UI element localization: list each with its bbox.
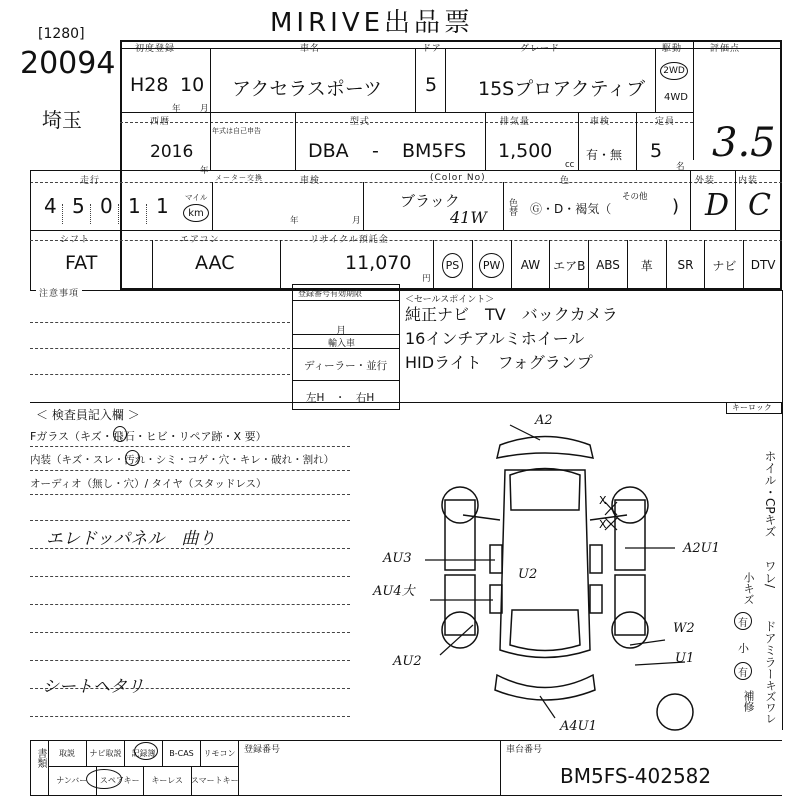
grade-label: グレード <box>520 44 561 54</box>
car-name-label: 車名 <box>300 44 321 54</box>
handle-side: 左H ・ 右H <box>306 392 375 404</box>
shift: FAT <box>65 252 98 274</box>
grade: 15Sプロアクティブ <box>478 78 646 100</box>
ac: AAC <box>195 252 235 274</box>
lot-code: [1280] <box>38 26 85 42</box>
dealer-parallel: ディーラー・並行 <box>304 360 388 372</box>
mark-x: X <box>599 518 607 531</box>
equipment-item: PS <box>433 240 472 290</box>
mark-au4: AU4大 <box>373 584 415 599</box>
mark-u1: U1 <box>675 651 695 666</box>
color: ブラック <box>400 192 460 210</box>
car-damage-diagram <box>355 400 735 740</box>
docs-bottom-row <box>48 766 238 795</box>
mark-a2: A2 <box>535 413 553 428</box>
first-reg-label: 初度登録 <box>135 44 176 54</box>
docs-label: 書類 <box>35 748 46 768</box>
exterior-grade: D <box>705 188 730 223</box>
mileage-digit: 5 <box>72 194 85 218</box>
mark-u2: U2 <box>518 567 538 582</box>
paint-options: Ⓖ・D・褐気（ <box>530 202 612 216</box>
key-lock-label: キーロック <box>732 403 772 412</box>
mileage-digit: 0 <box>100 194 113 218</box>
reg-era: H28 <box>130 74 169 96</box>
equipment-item: SR <box>666 240 705 290</box>
score: 3.5 <box>712 120 776 166</box>
glass-line: Fガラス（キズ・飛石・ヒビ・リペア跡・X 要） <box>30 430 267 443</box>
doc-item: キーレス <box>143 766 191 795</box>
sales-point: 16インチアルミホイール <box>405 329 585 348</box>
capacity: 5 <box>650 140 663 162</box>
equipment-row <box>433 240 782 290</box>
reg-no-label: 登録番号 <box>244 745 281 755</box>
mileage-unit-km: km <box>183 204 209 222</box>
equipment-item: 革 <box>627 240 666 290</box>
mileage-digit: 4 <box>44 194 57 218</box>
drive-label: 駆動 <box>662 44 683 54</box>
doors-label: ドア <box>422 44 442 54</box>
score-label: 評価点 <box>710 44 741 54</box>
interior-grade: C <box>748 188 771 223</box>
mark-a4u1: A4U1 <box>560 719 597 734</box>
lot-region: 埼玉 <box>42 108 82 132</box>
car-name: アクセラスポーツ <box>232 78 383 100</box>
drive-2wd: 2WD <box>660 62 688 80</box>
model-code: BM5FS <box>402 140 467 162</box>
doors: 5 <box>425 74 438 96</box>
reg-month: 10 <box>180 74 205 96</box>
doc-item: スペアキー <box>96 766 144 795</box>
displacement: 1,500 <box>498 140 553 162</box>
equipment-item: ABS <box>588 240 627 290</box>
mark-x: X <box>599 494 607 507</box>
model-year: 2016 <box>150 142 194 162</box>
equipment-item: ナビ <box>704 240 743 290</box>
mark-w2: W2 <box>673 621 695 636</box>
equipment-item: PW <box>472 240 511 290</box>
doc-item: リモコン <box>200 740 238 766</box>
equipment-item: DTV <box>743 240 782 290</box>
interior-line: 内装（キズ・スレ・汚れ・シミ・コゲ・穴・キレ・破れ・割れ） <box>30 454 335 466</box>
sales-point: HIDライト フォグランプ <box>405 353 593 372</box>
sales-point: 純正ナビ TV バックカメラ <box>405 305 618 324</box>
doc-item: 取説 <box>59 748 75 758</box>
doc-item: B-CAS <box>162 740 200 766</box>
equipment-item: AW <box>511 240 550 290</box>
doc-item: ナンバー <box>56 776 88 785</box>
doc-item: 記録簿 <box>124 740 162 766</box>
mark-au3: AU3 <box>383 551 412 566</box>
doc-item: スマートキー <box>191 766 239 795</box>
note-seat-worn: シートヘタリ <box>42 677 144 697</box>
mark-a2u1: A2U1 <box>683 541 720 556</box>
doc-item: ナビ取説 <box>86 740 124 766</box>
lot-number: 20094 <box>20 46 116 81</box>
mileage-digit: 1 <box>128 194 141 218</box>
recycle-fee: 11,070 <box>345 252 412 274</box>
note-panel-bent: エレドッパネル 曲り <box>46 529 216 549</box>
model-prefix: DBA <box>308 140 349 162</box>
mark-au2: AU2 <box>393 654 422 669</box>
page-title: MIRIVE出品票 <box>270 8 475 38</box>
inspector-title: ＜ 検査員記入欄 ＞ <box>36 408 140 422</box>
chassis-label: 車台番号 <box>506 745 543 755</box>
side-wheel-label: ホイル・CPキズ <box>763 450 777 538</box>
audio-line: オーディオ（無し・穴）/ タイヤ（スタッドレス） <box>30 478 267 490</box>
mileage-digit: 1 <box>156 194 169 218</box>
color-code: 41W <box>450 208 487 227</box>
equipment-item: エアB <box>549 240 588 290</box>
chassis-number: BM5FS-402582 <box>560 764 712 788</box>
inspection-yes-no: 有・無 <box>586 148 623 162</box>
drive-4wd: 4WD <box>664 92 688 103</box>
